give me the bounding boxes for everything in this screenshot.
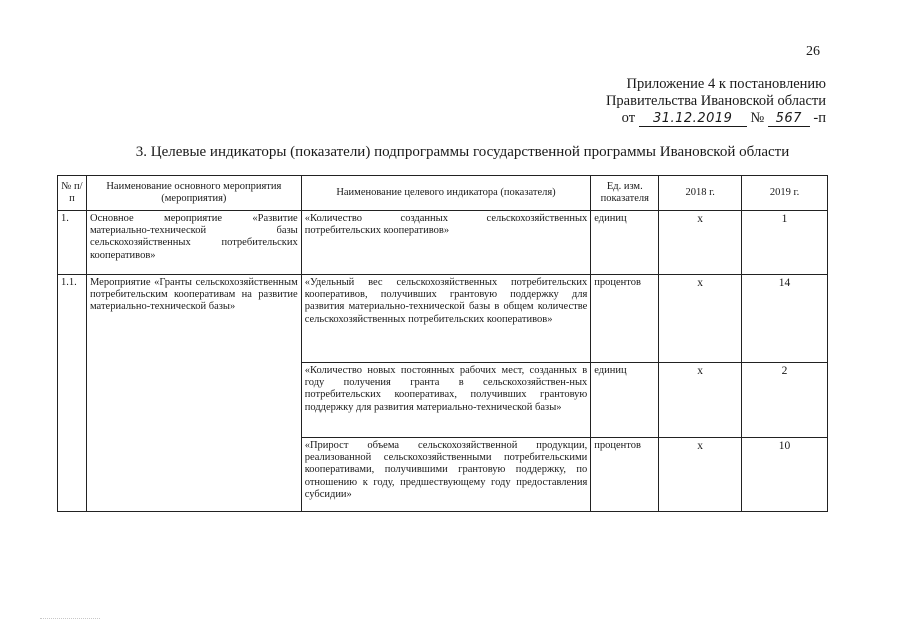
activity-name: Мероприятие «Гранты сельскохозяйственным потребительским кооперативам на развитие материально-технической базы»: [86, 275, 301, 512]
value-2018: х: [659, 275, 742, 363]
unit: единиц: [591, 363, 659, 438]
header-activity: Наименование основного мероприятия (мероприятия): [86, 176, 301, 211]
decree-date: 31.12.2019: [639, 112, 747, 127]
row-num: 1.1.: [58, 275, 87, 512]
indicator-name: «Количество созданных сельскохозяйственных потребительских кооперативов»: [301, 211, 591, 275]
value-2018: х: [659, 438, 742, 512]
unit: единиц: [591, 211, 659, 275]
value-2019: 14: [742, 275, 828, 363]
section-title: 3. Целевые индикаторы (показатели) подпрограммы государственной программы Ивановской области: [135, 144, 790, 160]
value-2019: 1: [742, 211, 828, 275]
indicator-name: «Прирост объема сельскохозяйственной продукции, реализованной сельскохозяйственными потребительскими кооперативами, получившими грантовую поддержку, по отношению к году, предшествующему году предоставления субсидии»: [301, 438, 591, 512]
activity-name: Основное мероприятие «Развитие материально-технической базы сельскохозяйственных потребительских кооперативов»: [86, 211, 301, 275]
appendix-line-2: Правительства Ивановской области: [605, 93, 826, 109]
number-label: №: [750, 110, 765, 126]
scan-artifact: [40, 618, 100, 622]
appendix-line-1: Приложение 4 к постановлению: [626, 76, 826, 92]
appendix-line-3: [606, 110, 826, 127]
appendix-header: [606, 76, 826, 127]
header-unit: Ед. изм. показателя: [591, 176, 659, 211]
header-indicator: Наименование целевого индикатора (показателя): [301, 176, 591, 211]
value-2019: 2: [742, 363, 828, 438]
indicator-name: «Удельный вес сельскохозяйственных потребительских кооперативов, получивших грантовую поддержку для развития материально-технической базы в общем количестве сельскохозяйственных потребительских кооперативов»: [301, 275, 591, 363]
number-suffix: -п: [813, 110, 826, 126]
value-2018: х: [659, 363, 742, 438]
header-2019: 2019 г.: [742, 176, 828, 211]
from-label: от: [621, 110, 636, 126]
row-num: 1.: [58, 211, 87, 275]
header-2018: 2018 г.: [659, 176, 742, 211]
indicators-table: [57, 175, 828, 512]
value-2018: х: [659, 211, 742, 275]
value-2019: 10: [742, 438, 828, 512]
header-num: № п/п: [58, 176, 87, 211]
header-row: [58, 176, 828, 211]
decree-number: 567: [768, 112, 810, 127]
table-row: [58, 275, 828, 363]
indicator-name: «Количество новых постоянных рабочих мест, созданных в году получения гранта в сельскохозяйствен-ных потребительских кооперативах, получивших грантовую поддержку для развития материально-технической базы»: [301, 363, 591, 438]
page-number: 26: [806, 44, 820, 59]
unit: процентов: [591, 275, 659, 363]
table-row: [58, 211, 828, 275]
unit: процентов: [591, 438, 659, 512]
